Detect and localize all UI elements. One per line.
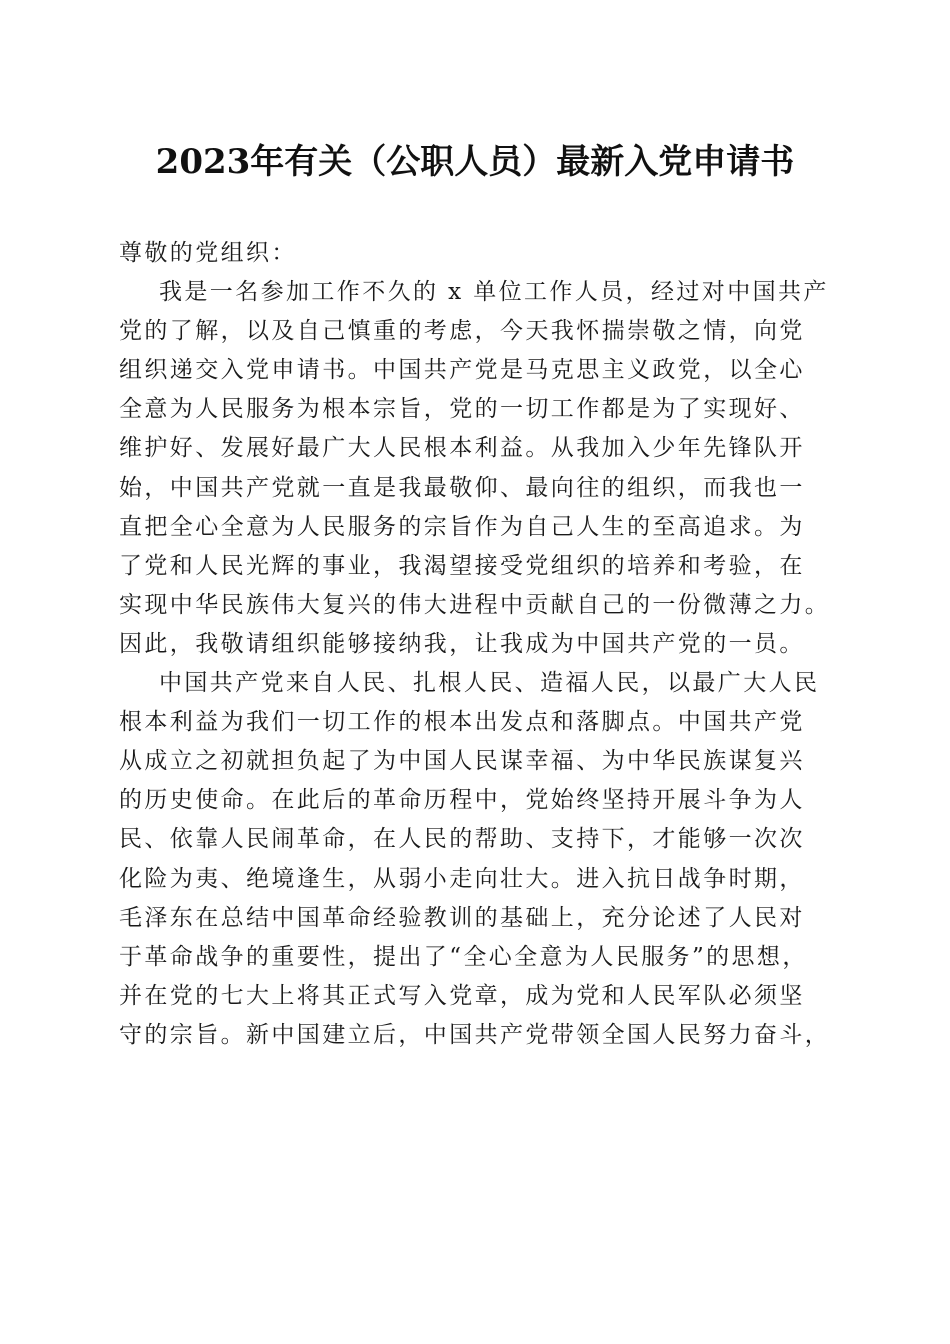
- paragraph-line: 始，中国共产党就一直是我最敬仰、最向往的组织，而我也一: [119, 474, 805, 501]
- document-body: [119, 234, 839, 1055]
- paragraph-line: 因此，我敬请组织能够接纳我，让我成为中国共产党的一员。: [119, 630, 805, 657]
- paragraph-line: 党的了解，以及自己慎重的考虑，今天我怀揣崇敬之情，向党: [119, 318, 805, 345]
- paragraph-line: 全意为人民服务为根本宗旨，党的一切工作都是为了实现好、: [119, 396, 805, 423]
- document-title: 2023年有关（公职人员）最新入党申请书: [155, 142, 795, 182]
- paragraph-line: 实现中华民族伟大复兴的伟大进程中贡献自己的一份微薄之力。: [119, 591, 831, 618]
- salutation-line: 尊敬的党组织：: [119, 240, 297, 266]
- paragraph-line: 的历史使命。在此后的革命历程中，党始终坚持开展斗争为人: [119, 787, 805, 814]
- paragraph-line: 民、依靠人民闹革命，在人民的帮助、支持下，才能够一次次: [119, 826, 805, 853]
- paragraph-line: 我是一名参加工作不久的 x 单位工作人员，经过对中国共产: [159, 279, 829, 306]
- paragraph-line: 从成立之初就担负起了为中国人民谋幸福、为中华民族谋复兴: [119, 748, 805, 775]
- paragraph-line: 毛泽东在总结中国革命经验教训的基础上，充分论述了人民对: [119, 904, 805, 931]
- paragraph-line: 并在党的七大上将其正式写入党章，成为党和人民军队必须坚: [119, 982, 805, 1009]
- paragraph-line: 直把全心全意为人民服务的宗旨作为自己人生的至高追求。为: [119, 513, 805, 540]
- paragraph-line: 了党和人民光辉的事业，我渴望接受党组织的培养和考验，在: [119, 552, 805, 579]
- paragraph-line: 根本利益为我们一切工作的根本出发点和落脚点。中国共产党: [119, 709, 805, 736]
- paragraph-line: 中国共产党来自人民、扎根人民、造福人民，以最广大人民: [159, 670, 820, 697]
- paragraph-line: 于革命战争的重要性，提出了“全心全意为人民服务”的思想，: [119, 943, 808, 970]
- paragraph-line: 维护好、发展好最广大人民根本利益。从我加入少年先锋队开: [119, 435, 805, 462]
- paragraph-line: 化险为夷、绝境逢生，从弱小走向壮大。进入抗日战争时期，: [119, 865, 805, 892]
- paragraph-line: 守的宗旨。新中国建立后，中国共产党带领全国人民努力奋斗，: [119, 1021, 831, 1048]
- paragraph-line: 组织递交入党申请书。中国共产党是马克思主义政党，以全心: [119, 357, 805, 384]
